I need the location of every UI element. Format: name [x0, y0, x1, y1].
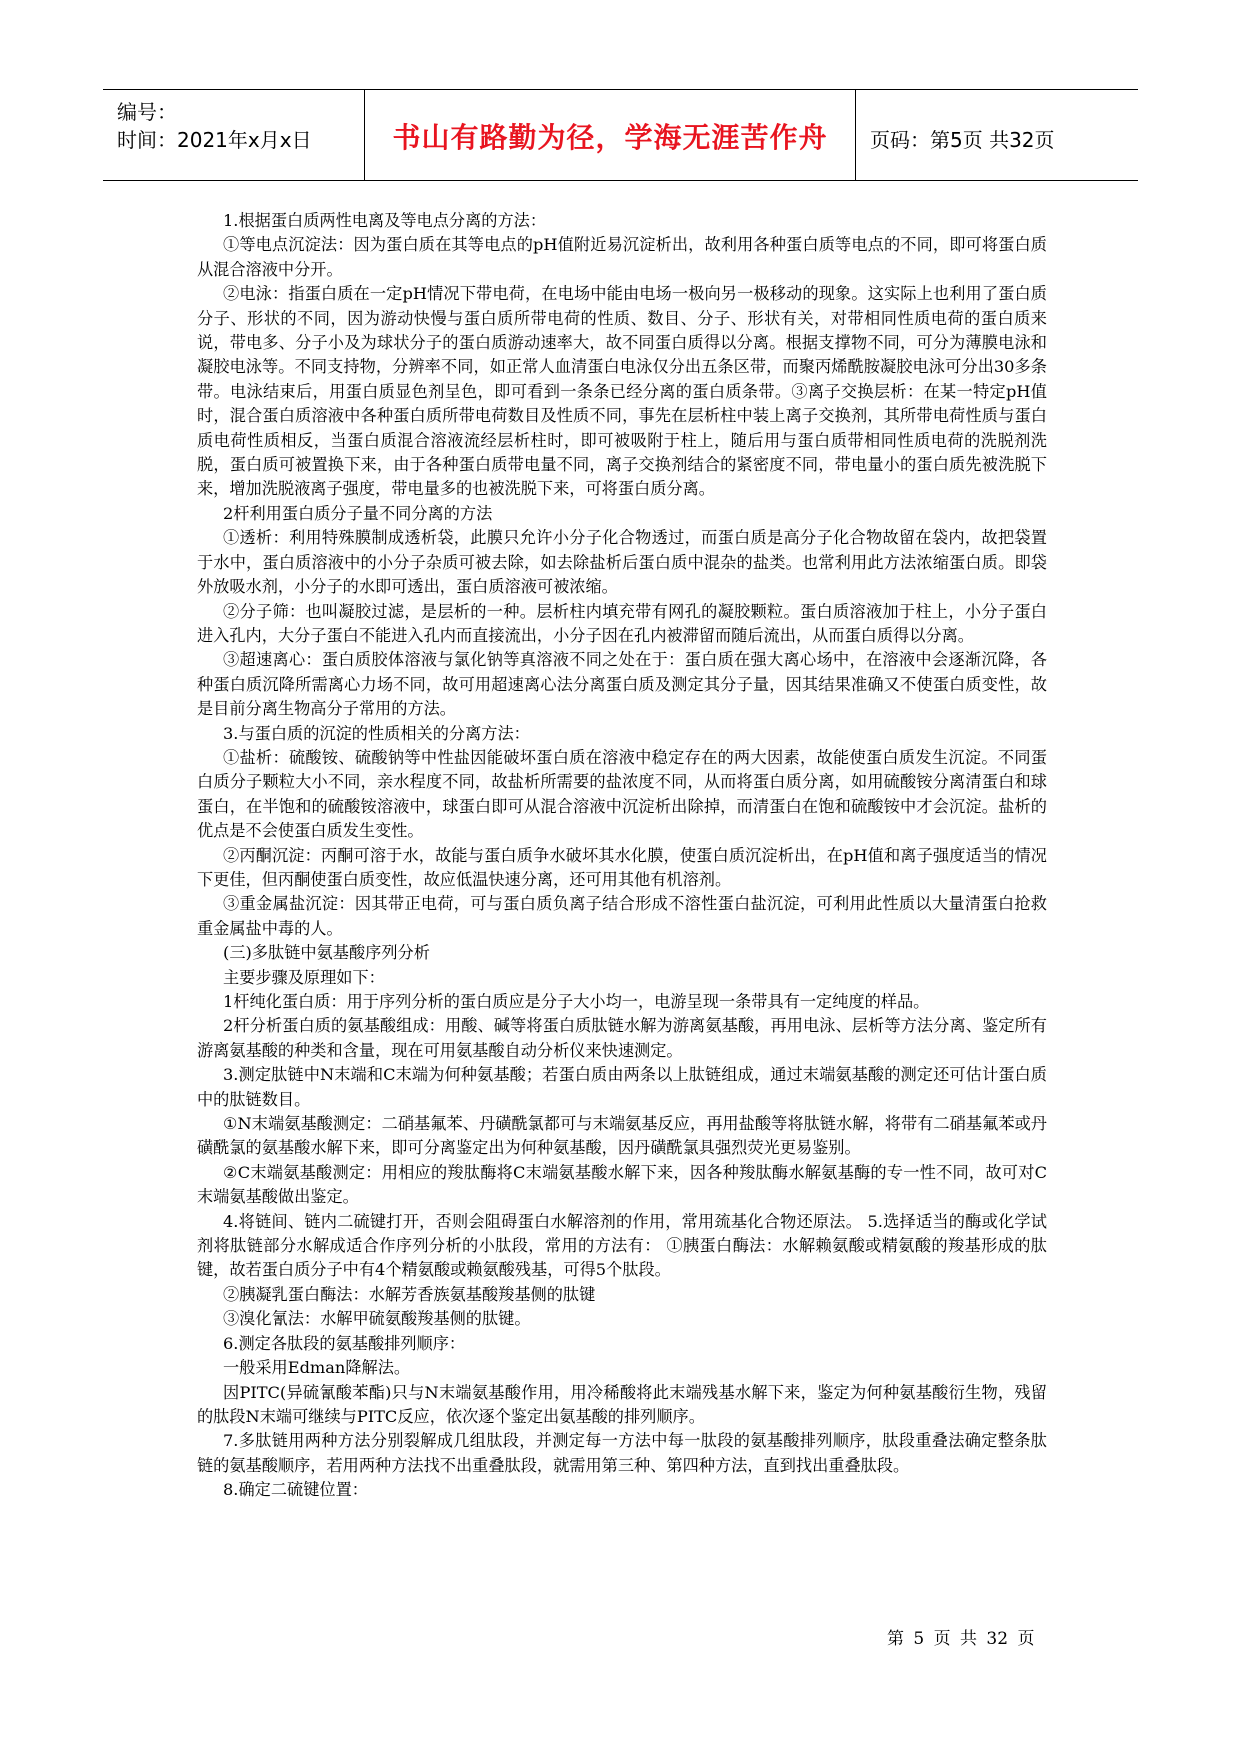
paragraph: 7.多肽链用两种方法分别裂解成几组肽段，并测定每一方法中每一肽段的氨基酸排列顺序，肽段重叠法确定整条肽链的氨基酸顺序，若用两种方法找不出重叠肽段，就需用第三种、第四种方法，直到找出重叠肽段。	[197, 1431, 1047, 1475]
header-middle-cell	[365, 90, 856, 180]
document-number-label: 编号：	[117, 100, 177, 124]
paragraph: 3.测定肽链中N末端和C末端为何种氨基酸；若蛋白质由两条以上肽链组成，通过末端氨基酸的测定还可估计蛋白质中的肽链数目。	[197, 1065, 1047, 1109]
header-page-code: 页码：第5页 共32页	[870, 128, 1055, 152]
paragraph: ①N末端氨基酸测定：二硝基氟苯、丹磺酰氯都可与末端氨基反应，再用盐酸等将肽链水解，将带有二硝基氟苯或丹磺酰氯的氨基酸水解下来，即可分离鉴定出为何种氨基酸，因丹磺酰氯具强烈荧光更易鉴别。	[197, 1114, 1047, 1158]
paragraph: ②C末端氨基酸测定：用相应的羧肽酶将C末端氨基酸水解下来，因各种羧肽酶水解氨基酶的专一性不同，故可对C末端氨基酸做出鉴定。	[197, 1162, 1047, 1207]
page-footer-number: 第 5 页 共 32 页	[887, 1629, 1035, 1649]
paragraph: 1杆纯化蛋白质：用于序列分析的蛋白质应是分子大小均一，电游呈现一条带具有一定纯度的样品。	[223, 992, 930, 1011]
document-date: 时间：2021年x月x日	[117, 128, 312, 152]
paragraph: 主要步骤及原理如下：	[223, 967, 385, 987]
paragraph: 6.测定各肽段的氨基酸排列顺序：	[223, 1333, 466, 1353]
header-motto: 书山有路勤为径，学海无涯苦作舟	[392, 121, 828, 154]
paragraph: ③超速离心：蛋白质胶体溶液与氯化钠等真溶液不同之处在于：蛋白质在强大离心场中，在溶液中会逐渐沉降，各种蛋白质沉降所需离心力场不同，故可用超速离心法分离蛋白质及测定其分子量，因其结果准确又不使蛋白质变性，故是目前分离生物高分子常用的方法。	[197, 650, 1047, 719]
header-left-cell	[103, 90, 365, 180]
paragraph: ③溴化氰法：水解甲硫氨酸羧基侧的肽键。	[223, 1309, 531, 1329]
page-header	[103, 89, 1138, 181]
paragraph: 8.确定二硫键位置：	[223, 1480, 368, 1500]
section-heading: (三)多肽链中氨基酸序列分析	[223, 943, 430, 963]
paragraph: ②电泳：指蛋白质在一定pH情况下带电荷，在电场中能由电场一极向另一极移动的现象。这实际上也利用了蛋白质分子、形状的不同，因为游动快慢与蛋白质所带电荷的性质、数目、分子、形状有关，对带相同性质电荷的蛋白质来说，带电多、分子小及为球状分子的蛋白质游动速率大，故不同蛋白质得以分离。根据支撑物不同，可分为薄膜电泳和凝胶电泳等。不同支持物，分辨率不同，如正常人血清蛋白电泳仅分出五条区带，而聚丙烯酰胺凝胶电泳可分出30多条带。电泳结束后，用蛋白质显色剂呈色，即可看到一条条已经分离的蛋白质条带。③离子交换层析：在某一特定pH值时，混合蛋白质溶液中各种蛋白质所带电荷数目及性质不同，事先在层析柱中装上离子交换剂，其所带电荷性质与蛋白质电荷性质相反，当蛋白质混合溶液流经层析柱时，即可被吸附于柱上，随后用与蛋白质带相同性质电荷的洗脱剂洗脱，蛋白质可被置换下来，由于各种蛋白质带电量不同，离子交换剂结合的紧密度不同，带电量小的蛋白质先被洗脱下来，增加洗脱液离子强度，带电量多的也被洗脱下来，可将蛋白质分离。	[197, 284, 1047, 499]
paragraph: 1.根据蛋白质两性电离及等电点分离的方法：	[223, 211, 547, 230]
paragraph: ①透析：利用特殊膜制成透析袋，此膜只允许小分子化合物透过，而蛋白质是高分子化合物故留在袋内，故把袋置于水中，蛋白质溶液中的小分子杂质可被去除，如去除盐析后蛋白质中混杂的盐类。也常利用此方法浓缩蛋白质。即袋外放吸水剂，小分子的水即可透出，蛋白质溶液可被浓缩。	[197, 528, 1047, 597]
paragraph: ②胰凝乳蛋白酶法：水解芳香族氨基酸羧基侧的肽键	[223, 1284, 596, 1304]
paragraph: ③重金属盐沉淀：因其带正电荷，可与蛋白质负离子结合形成不溶性蛋白盐沉淀，可利用此性质以大量清蛋白抢救重金属盐中毒的人。	[197, 894, 1047, 938]
paragraph: ②分子筛：也叫凝胶过滤，是层析的一种。层析柱内填充带有网孔的凝胶颗粒。蛋白质溶液加于柱上，小分子蛋白进入孔内，大分子蛋白不能进入孔内而直接流出，小分子因在孔内被滞留而随后流出，从而蛋白质得以分离。	[197, 601, 1047, 645]
header-right-cell	[856, 90, 1138, 180]
paragraph: ①等电点沉淀法：因为蛋白质在其等电点的pH值附近易沉淀析出，故利用各种蛋白质等电点的不同，即可将蛋白质从混合溶液中分开。	[197, 235, 1047, 279]
paragraph: 2杆分析蛋白质的氨基酸组成：用酸、碱等将蛋白质肽链水解为游离氨基酸，再用电泳、层析等方法分离、鉴定所有游离氨基酸的种类和含量，现在可用氨基酸自动分析仪来快速测定。	[197, 1016, 1047, 1060]
paragraph: 3.与蛋白质的沉淀的性质相关的分离方法：	[223, 723, 530, 743]
document-body	[197, 209, 1047, 1503]
paragraph: 4.将链间、链内二硫键打开，否则会阻碍蛋白水解溶剂的作用，常用巯基化合物还原法。 5.选择适当的酶或化学试剂将肽链部分水解成适合作序列分析的小肽段，常用的方法有： ①胰蛋白酶法：水解赖氨酸或精氨酸的羧基形成的肽键，故若蛋白质分子中有4个精氨酸或赖氨酸残基，可得5个肽段。	[197, 1211, 1047, 1280]
paragraph: 2杆利用蛋白质分子量不同分离的方法	[223, 503, 493, 523]
paragraph: 一般采用Edman降解法。	[223, 1358, 411, 1378]
paragraph: ②丙酮沉淀：丙酮可溶于水，故能与蛋白质争水破坏其水化膜，使蛋白质沉淀析出，在pH值和离子强度适当的情况下更佳，但丙酮使蛋白质变性，故应低温快速分离，还可用其他有机溶剂。	[197, 845, 1047, 889]
paragraph: 因PITC(异硫氰酸苯酯)只与N末端氨基酸作用，用冷稀酸将此末端残基水解下来，鉴定为何种氨基酸衍生物，残留的肽段N末端可继续与PITC反应，依次逐个鉴定出氨基酸的排列顺序。	[197, 1382, 1047, 1426]
paragraph: ①盐析：硫酸铵、硫酸钠等中性盐因能破坏蛋白质在溶液中稳定存在的两大因素，故能使蛋白质发生沉淀。不同蛋白质分子颗粒大小不同，亲水程度不同，故盐析所需要的盐浓度不同，从而将蛋白质分离，如用硫酸铵分离清蛋白和球蛋白，在半饱和的硫酸铵溶液中，球蛋白即可从混合溶液中沉淀析出除掉，而清蛋白在饱和硫酸铵中才会沉淀。盐析的优点是不会使蛋白质发生变性。	[197, 747, 1047, 841]
